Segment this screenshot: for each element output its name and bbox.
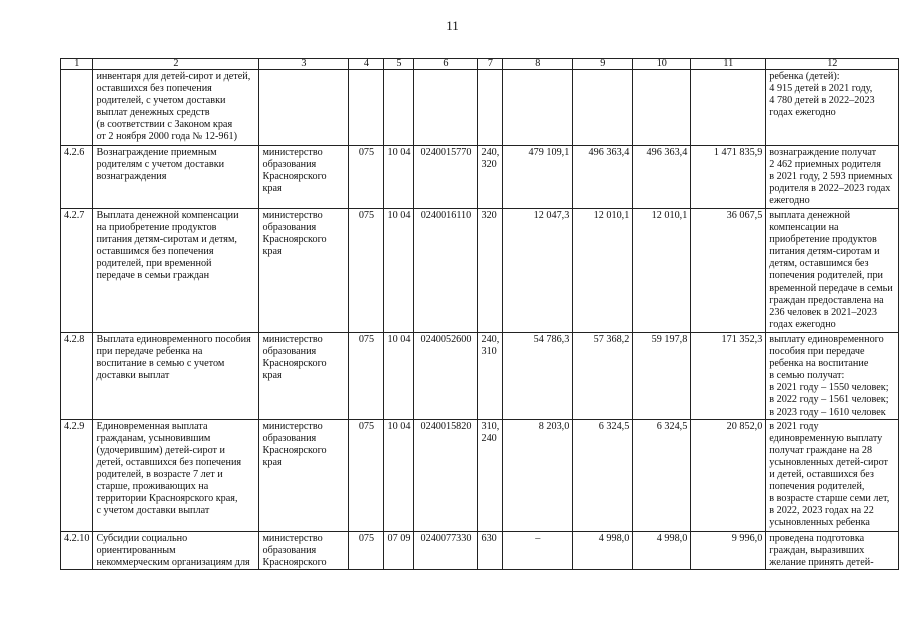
expected-result-cell: выплата денежной компенсации на приобретение продуктов питания детям-сиротам и детям, оставшимся без попечения родителей, при временной передаче в семьи граждан предоставлена на 236 человек в 2021–2023 годах ежегодно xyxy=(766,209,899,333)
target-article-cell xyxy=(414,70,478,146)
target-article-cell: 0240077330 xyxy=(414,531,478,569)
section-code-cell: 10 04 xyxy=(384,209,414,333)
target-article-cell: 0240015820 xyxy=(414,419,478,531)
row-number-cell: 4.2.8 xyxy=(61,333,93,420)
table-row xyxy=(61,531,899,569)
page-number: 11 xyxy=(446,18,459,33)
column-header: 5 xyxy=(384,59,414,70)
row-number-cell: 4.2.6 xyxy=(61,146,93,209)
amount-2022-cell: 12 010,1 xyxy=(573,209,633,333)
column-header: 7 xyxy=(478,59,503,70)
amount-total-cell xyxy=(691,70,766,146)
measure-name-cell: Выплата единовременного пособия при передаче ребенка на воспитание в семью с учетом доставки выплат xyxy=(93,333,259,420)
amount-total-cell: 171 352,3 xyxy=(691,333,766,420)
expense-type-cell: 240, 310 xyxy=(478,333,503,420)
amount-2021-cell: 479 109,1 xyxy=(503,146,573,209)
budget-table xyxy=(60,58,899,570)
column-header: 2 xyxy=(93,59,259,70)
amount-2022-cell: 57 368,2 xyxy=(573,333,633,420)
column-header: 6 xyxy=(414,59,478,70)
section-code-cell: 10 04 xyxy=(384,146,414,209)
column-header: 4 xyxy=(349,59,384,70)
amount-2022-cell: 496 363,4 xyxy=(573,146,633,209)
column-header: 10 xyxy=(633,59,691,70)
column-header: 11 xyxy=(691,59,766,70)
measure-name-cell: Выплата денежной компенсации на приобретение продуктов питания детям-сиротам и детям, оставшимся без попечения родителей, при временной передаче в семьи граждан xyxy=(93,209,259,333)
grbs-code-cell: 075 xyxy=(349,146,384,209)
amount-2023-cell: 4 998,0 xyxy=(633,531,691,569)
row-number-cell: 4.2.10 xyxy=(61,531,93,569)
grbs-code-cell: 075 xyxy=(349,209,384,333)
amount-2021-cell xyxy=(503,70,573,146)
table-row xyxy=(61,70,899,146)
amount-2023-cell: 59 197,8 xyxy=(633,333,691,420)
table-row xyxy=(61,419,899,531)
table-row xyxy=(61,209,899,333)
amount-2021-cell: 8 203,0 xyxy=(503,419,573,531)
grbs-code-cell: 075 xyxy=(349,531,384,569)
expected-result-cell: выплату единовременного пособия при передаче ребенка на воспитание в семью получат: в 2021 году – 1550 человек; в 2022 году – 1561 человек; в 2023 году – 1610 человек xyxy=(766,333,899,420)
organization-cell: министерство образования Красноярского края xyxy=(259,146,349,209)
expected-result-cell: вознаграждение получат 2 462 приемных родителя в 2021 году, 2 593 приемных родителя в 2022–2023 годах ежегодно xyxy=(766,146,899,209)
table-row xyxy=(61,333,899,420)
expense-type-cell xyxy=(478,70,503,146)
row-number-cell: 4.2.9 xyxy=(61,419,93,531)
amount-2021-cell: – xyxy=(503,531,573,569)
expected-result-cell: ребенка (детей): 4 915 детей в 2021 году, 4 780 детей в 2022–2023 годах ежегодно xyxy=(766,70,899,146)
organization-cell: министерство образования Красноярского края xyxy=(259,209,349,333)
row-number-cell xyxy=(61,70,93,146)
target-article-cell: 0240015770 xyxy=(414,146,478,209)
measure-name-cell: Вознаграждение приемным родителям с учетом доставки вознаграждения xyxy=(93,146,259,209)
amount-2022-cell: 6 324,5 xyxy=(573,419,633,531)
amount-2022-cell xyxy=(573,70,633,146)
section-code-cell: 07 09 xyxy=(384,531,414,569)
amount-total-cell: 1 471 835,9 xyxy=(691,146,766,209)
expense-type-cell: 320 xyxy=(478,209,503,333)
table-header-row xyxy=(61,59,899,70)
column-header: 3 xyxy=(259,59,349,70)
organization-cell xyxy=(259,70,349,146)
amount-2021-cell: 12 047,3 xyxy=(503,209,573,333)
row-number-cell: 4.2.7 xyxy=(61,209,93,333)
table-row xyxy=(61,146,899,209)
organization-cell: министерство образования Красноярского края xyxy=(259,419,349,531)
organization-cell: министерство образования Красноярского края xyxy=(259,333,349,420)
section-code-cell: 10 04 xyxy=(384,333,414,420)
amount-total-cell: 9 996,0 xyxy=(691,531,766,569)
expected-result-cell: проведена подготовка граждан, выразивших желание принять детей- xyxy=(766,531,899,569)
organization-cell: министерство образования Красноярского xyxy=(259,531,349,569)
amount-total-cell: 36 067,5 xyxy=(691,209,766,333)
target-article-cell: 0240016110 xyxy=(414,209,478,333)
measure-name-cell: Единовременная выплата гражданам, усыновившим (удочерившим) детей-сирот и детей, оставшихся без попечения родителей, в возрасте 7 лет и старше, проживающих на территории Красноярского края, с учетом доставки выплат xyxy=(93,419,259,531)
amount-2023-cell: 6 324,5 xyxy=(633,419,691,531)
measure-name-cell: Субсидии социально ориентированным некоммерческим организациям для xyxy=(93,531,259,569)
expense-type-cell: 310, 240 xyxy=(478,419,503,531)
measure-name-cell: инвентаря для детей-сирот и детей, оставшихся без попечения родителей, с учетом доставки выплат денежных средств (в соответствии с Законом края от 2 ноября 2000 года № 12-961) xyxy=(93,70,259,146)
section-code-cell: 10 04 xyxy=(384,419,414,531)
amount-2023-cell xyxy=(633,70,691,146)
amount-2021-cell: 54 786,3 xyxy=(503,333,573,420)
expected-result-cell: в 2021 году единовременную выплату получат граждане на 28 усыновленных детей-сирот и детей, оставшихся без попечения родителей, в возрасте старше семи лет, в 2022, 2023 годах на 22 усыновленных ребенка xyxy=(766,419,899,531)
target-article-cell: 0240052600 xyxy=(414,333,478,420)
expense-type-cell: 240, 320 xyxy=(478,146,503,209)
grbs-code-cell: 075 xyxy=(349,333,384,420)
expense-type-cell: 630 xyxy=(478,531,503,569)
amount-2022-cell: 4 998,0 xyxy=(573,531,633,569)
column-header: 8 xyxy=(503,59,573,70)
column-header: 9 xyxy=(573,59,633,70)
grbs-code-cell: 075 xyxy=(349,419,384,531)
amount-total-cell: 20 852,0 xyxy=(691,419,766,531)
column-header: 1 xyxy=(61,59,93,70)
column-header: 12 xyxy=(766,59,899,70)
amount-2023-cell: 496 363,4 xyxy=(633,146,691,209)
amount-2023-cell: 12 010,1 xyxy=(633,209,691,333)
section-code-cell xyxy=(384,70,414,146)
grbs-code-cell xyxy=(349,70,384,146)
